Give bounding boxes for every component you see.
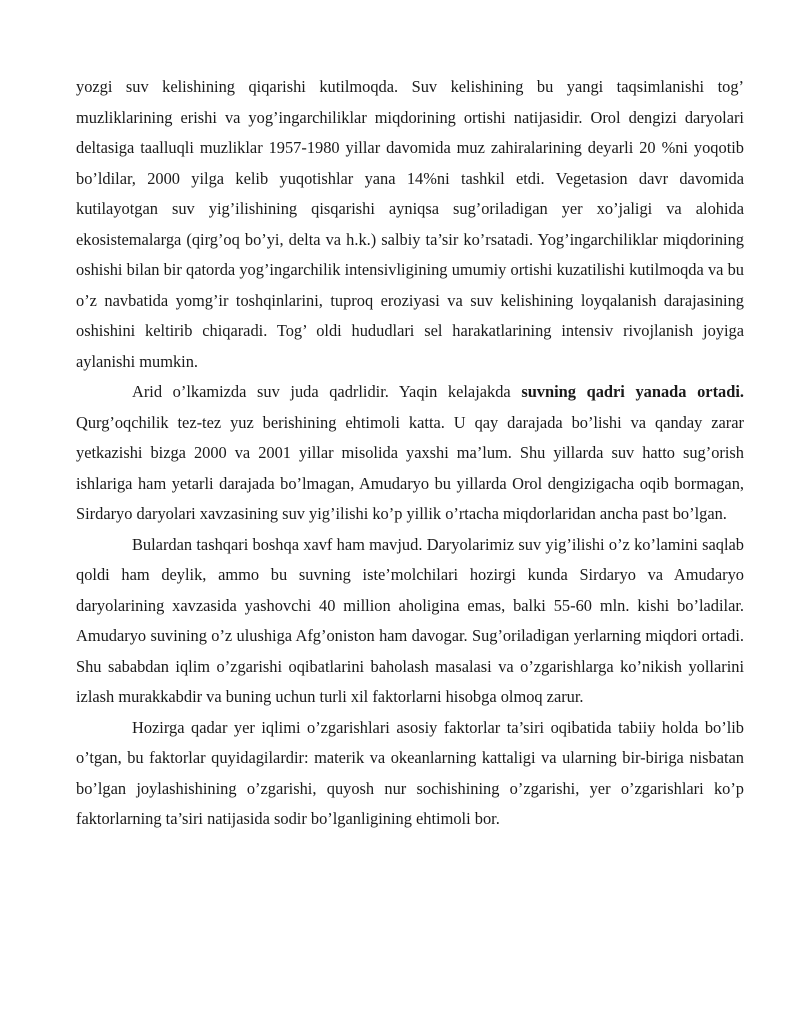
paragraph-1: yozgi suv kelishining qiqarishi kutilmoqda. Suv kelishining bu yangi taqsimlanishi tog’ muzliklarining erishi va yog’ingarchiliklar miqdorining ortishi natijasidir. Orol dengizi daryolari deltasiga taalluqli muzliklar 1957-1980 yillar davomida muz zahiralarining deyarli 20 %ni yoqotib bo’ldilar, 2000 yilga kelib yuqotishlar yana 14%ni tashkil etdi. Vegetasion davr davomida kutilayotgan suv yig’ilishining qisqarishi ayniqsa sug’oriladigan yer xo’jaligi va alohida ekosistemalarga (qirg’oq bo’yi, delta va h.k.) salbiy ta’sir ko’rsatadi. Yog’ingarchiliklar miqdorining oshishi bilan bir qatorda yog’ingarchilik intensivligining umumiy ortishi kuzatilishi kutilmoqda va bu o’z navbatida yomg’ir toshqinlarini, tuproq eroziyasi va suv kelishining loyqalanish darajasining oshishini keltirib chiqaradi. Tog’ oldi hududlari sel harakatlarining intensiv rivojlanish joyiga aylanishi mumkin.	[76, 77, 744, 371]
paragraph-2-rest: Qurg’oqchilik tez-tez yuz berishining ehtimoli katta. U qay darajada bo’lishi va qanday zarar yetkazishi bizga 2000 va 2001 yillar misolida yaxshi ma’lum. Shu yillarda suv hatto sug’orish ishlariga ham yetarli darajada bo’lmagan, Amudaryo bu yillarda Orol dengizigacha oqib bormagan, Sirdaryo daryolari xavzasining suv yig’ilishi ko’p yillik o’rtacha miqdorlaridan ancha past bo’lgan.	[76, 412, 744, 523]
paragraph-2-start: Arid o’lkamizda suv juda qadrlidir. Yaqin kelajakda	[132, 382, 522, 401]
paragraph-2-bold-phrase: suvning qadri yanada ortadi.	[521, 382, 744, 401]
paragraph-4: Hozirga qadar yer iqlimi o’zgarishlari asosiy faktorlar ta’siri oqibatida tabiiy holda bo’lib o’tgan, bu faktorlar quyidagilardir: materik va okeanlarning kattaligi va ularning bir-biriga nisbatan bo’lgan joylashishining o’zgarishi, quyosh nur sochishining o’zgarishi, yer o’zgarishlari ko’p faktorlarning ta’siri natijasida sodir bo’lganligining ehtimoli bor.	[76, 717, 744, 828]
paragraph-2	[76, 377, 744, 530]
paragraph-3: Bulardan tashqari boshqa xavf ham mavjud. Daryolarimiz suv yig’ilishi o’z ko’lamini saqlab qoldi ham deylik, ammo bu suvning iste’molchilari hozirgi kunda Sirdaryo va Amudaryo daryolarining xavzasida yashovchi 40 million aholigina emas, balki 55-60 mln. kishi bo’ladilar. Amudaryo suvining o’z ulushiga Afg’oniston ham davogar. Sug’oriladigan yerlarning miqdori ortadi. Shu sababdan iqlim o’zgarishi oqibatlarini baholash masalasi va o’zgarishlarga ko’nikish yollarini izlash murakkabdir va buning uchun turli xil faktorlarni hisobga olmoq zarur.	[76, 534, 744, 706]
document-page	[76, 72, 744, 835]
